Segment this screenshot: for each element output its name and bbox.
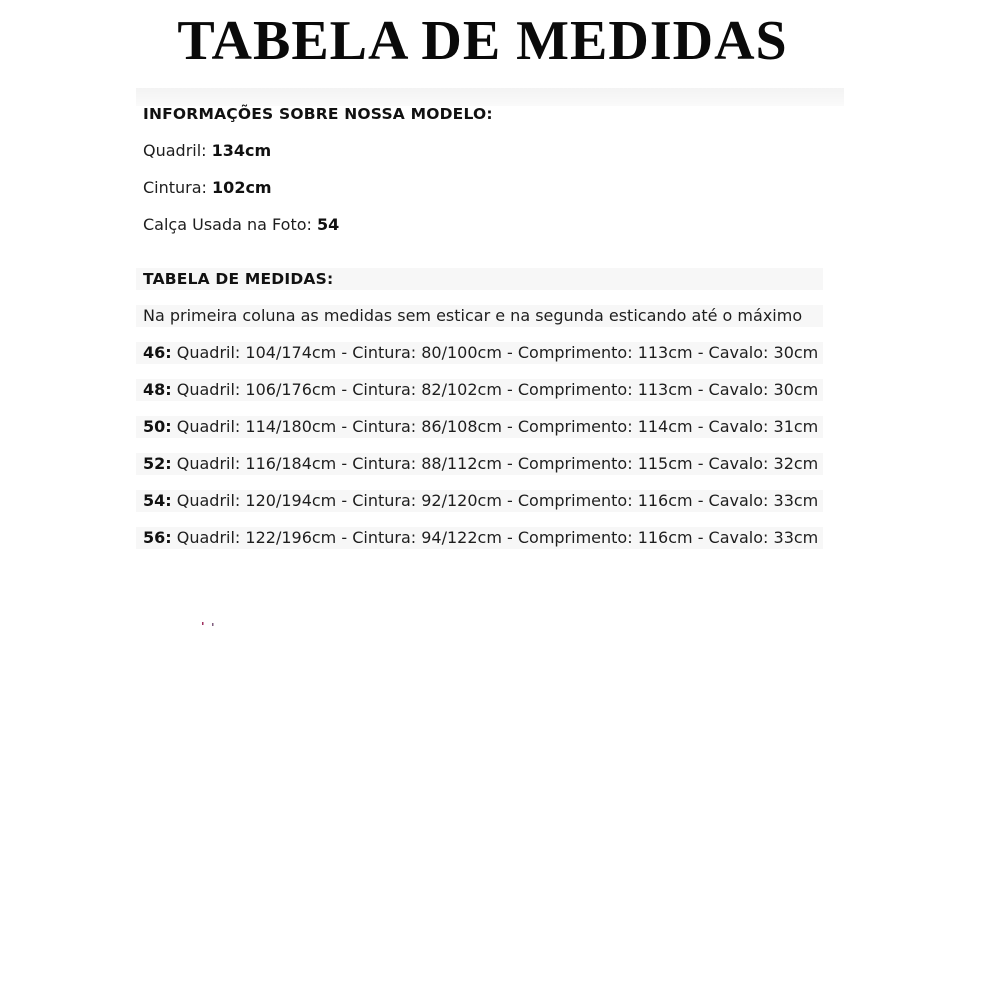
model-info-heading: INFORMAÇÕES SOBRE NOSSA MODELO: <box>143 105 493 123</box>
size-label: 56: <box>143 528 172 547</box>
model-info-hip-value: 134cm <box>211 141 272 160</box>
size-row <box>143 527 818 549</box>
size-row <box>143 379 818 401</box>
size-row <box>143 490 818 512</box>
size-row <box>143 342 818 364</box>
size-label: 54: <box>143 491 172 510</box>
size-measurements: Quadril: 114/180cm - Cintura: 86/108cm - Comprimento: 114cm - Cavalo: 31cm <box>176 417 819 436</box>
size-label: 48: <box>143 380 172 399</box>
size-measurements: Quadril: 104/174cm - Cintura: 80/100cm - Comprimento: 113cm - Cavalo: 30cm <box>176 343 819 362</box>
model-info-size-worn <box>143 214 339 236</box>
size-measurements: Quadril: 116/184cm - Cintura: 88/112cm - Comprimento: 115cm - Cavalo: 32cm <box>176 454 819 473</box>
size-label: 52: <box>143 454 172 473</box>
size-measurements: Quadril: 122/196cm - Cintura: 94/122cm - Comprimento: 116cm - Cavalo: 33cm <box>176 528 819 547</box>
size-table-heading: TABELA DE MEDIDAS: <box>143 270 334 288</box>
size-measurements: Quadril: 120/194cm - Cintura: 92/120cm - Comprimento: 116cm - Cavalo: 33cm <box>176 491 819 510</box>
size-label: 46: <box>143 343 172 362</box>
model-info-hip-label: Quadril: <box>143 141 207 160</box>
size-table-note: Na primeira coluna as medidas sem esticar e na segunda esticando até o máximo <box>143 306 803 325</box>
size-row <box>143 453 818 475</box>
stray-marks <box>199 621 219 627</box>
model-info-waist-value: 102cm <box>212 178 272 197</box>
model-info-waist <box>143 177 272 199</box>
model-info-size-worn-label: Calça Usada na Foto: <box>143 215 312 234</box>
size-measurements: Quadril: 106/176cm - Cintura: 82/102cm - Comprimento: 113cm - Cavalo: 30cm <box>176 380 819 399</box>
size-label: 50: <box>143 417 172 436</box>
model-info-size-worn-value: 54 <box>317 215 340 234</box>
page-title: TABELA DE MEDIDAS <box>177 10 788 72</box>
size-row <box>143 416 818 438</box>
model-info-hip <box>143 140 271 162</box>
model-info-waist-label: Cintura: <box>143 178 207 197</box>
